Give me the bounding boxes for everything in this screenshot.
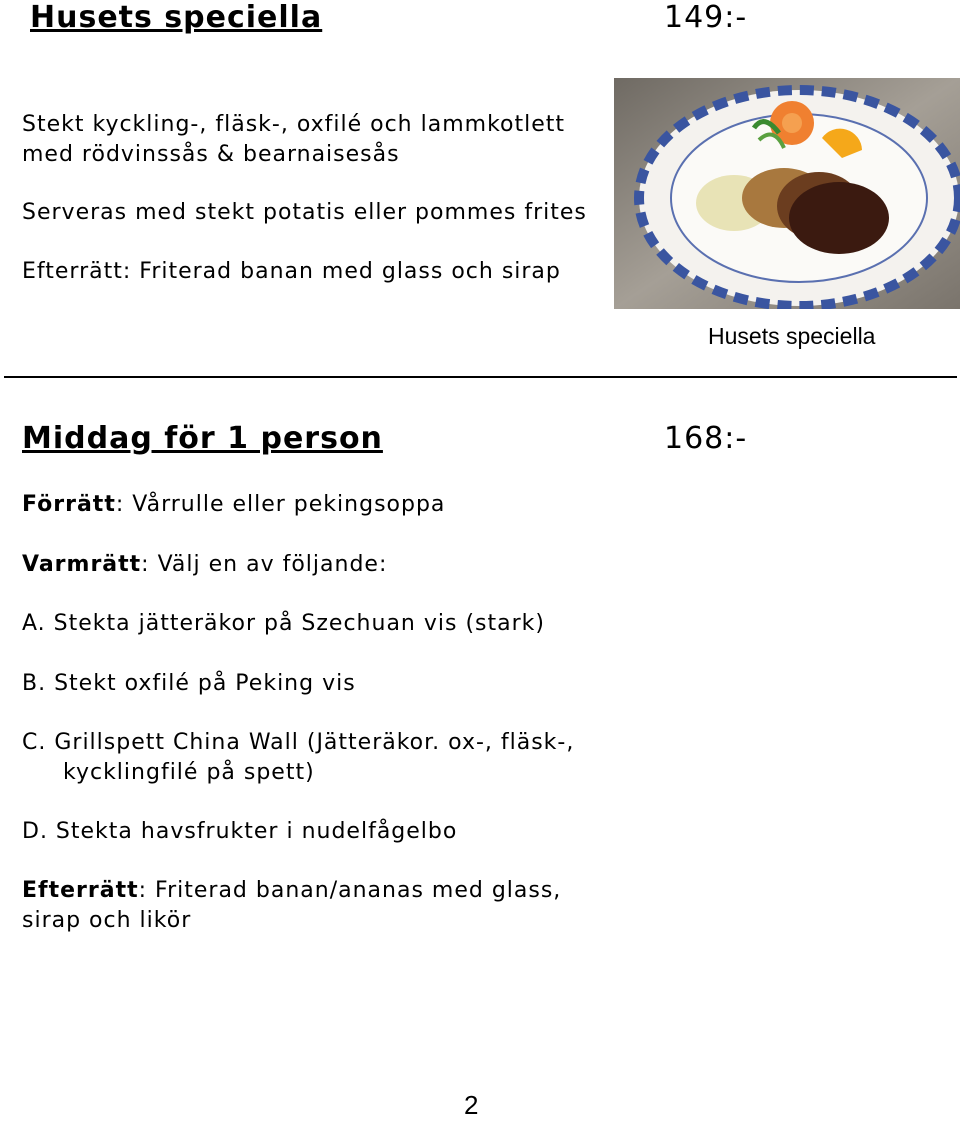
starter-label: Förrätt — [22, 492, 116, 517]
dessert-label: Efterrätt — [22, 878, 139, 903]
section-divider — [4, 376, 957, 378]
price-middag: 168:- — [664, 421, 748, 456]
plated-dish-icon — [614, 78, 960, 309]
option-c-continued: kycklingfilé på spett) — [63, 760, 315, 785]
dessert-text: : Friterad banan/ananas med glass, — [138, 878, 562, 903]
photo-caption: Husets speciella — [708, 323, 876, 349]
dessert-line — [22, 876, 561, 906]
page-number: 2 — [464, 1090, 479, 1120]
starter-line — [22, 490, 445, 520]
main-course-text: : Välj en av följande: — [141, 552, 388, 577]
dessert-line-continued: sirap och likör — [22, 908, 192, 933]
starter-text: : Vårrulle eller pekingsoppa — [115, 492, 446, 517]
section-title-husets-speciella: Husets speciella — [30, 0, 323, 35]
plated-dish-photo — [614, 78, 960, 309]
option-d: D. Stekta havsfrukter i nudelfågelbo — [22, 819, 458, 844]
option-b: B. Stekt oxfilé på Peking vis — [22, 671, 356, 696]
price-husets-speciella: 149:- — [664, 0, 748, 35]
section-title-middag: Middag för 1 person — [22, 421, 383, 456]
description-line-3: Serveras med stekt potatis eller pommes frites — [22, 200, 587, 225]
main-course-label: Varmrätt — [22, 552, 142, 577]
description-line-4: Efterrätt: Friterad banan med glass och sirap — [22, 259, 561, 284]
description-line-1: Stekt kyckling-, fläsk-, oxfilé och lammkotlett — [22, 112, 566, 137]
description-line-2: med rödvinssås & bearnaisesås — [22, 142, 400, 167]
main-course-line — [22, 550, 387, 580]
option-c: C. Grillspett China Wall (Jätteräkor. ox-, fläsk-, — [22, 730, 575, 755]
option-a: A. Stekta jätteräkor på Szechuan vis (stark) — [22, 611, 545, 636]
